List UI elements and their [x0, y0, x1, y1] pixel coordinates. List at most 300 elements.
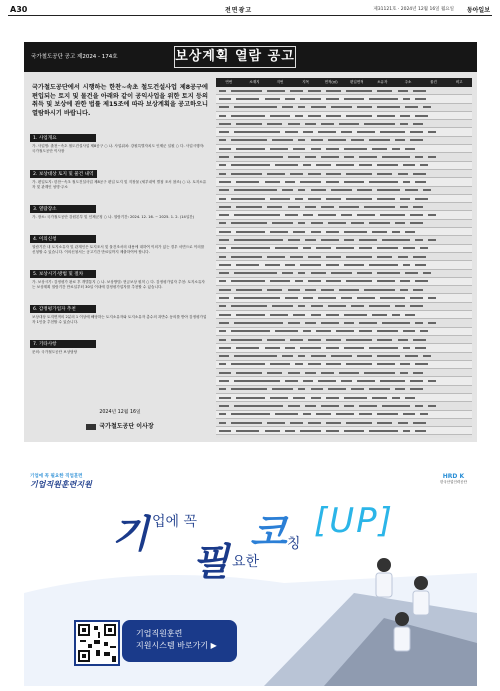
- cell-text-placeholder: [234, 272, 278, 274]
- cell-text-placeholder: [326, 181, 339, 183]
- cell-text-placeholder: [377, 106, 400, 108]
- cell-text-placeholder: [410, 305, 423, 307]
- cell-text-placeholder: [359, 322, 377, 324]
- cell-text-placeholder: [382, 239, 410, 241]
- cell-text-placeholder: [326, 231, 339, 233]
- cell-text-placeholder: [285, 181, 295, 183]
- cell-text-placeholder: [346, 363, 372, 365]
- cell-text-placeholder: [288, 322, 301, 324]
- column-header: 소유자: [377, 80, 388, 84]
- cell-text-placeholder: [295, 280, 303, 282]
- cell-text-placeholder: [231, 413, 269, 415]
- cell-text-placeholder: [415, 430, 425, 432]
- cell-text-placeholder: [357, 355, 372, 357]
- cell-text-placeholder: [344, 314, 367, 316]
- cell-text-placeholder: [236, 289, 262, 291]
- cell-text-placeholder: [234, 322, 283, 324]
- cell-text-placeholder: [326, 173, 341, 175]
- cell-text-placeholder: [415, 198, 428, 200]
- training-badge: [30, 473, 92, 490]
- cell-text-placeholder: [382, 322, 410, 324]
- table-row: [216, 236, 472, 244]
- cell-text-placeholder: [234, 239, 283, 241]
- cell-text-placeholder: [219, 405, 229, 407]
- cell-text-placeholder: [267, 372, 282, 374]
- cell-text-placeholder: [288, 239, 301, 241]
- cell-text-placeholder: [308, 363, 321, 365]
- notice-section: [30, 225, 210, 256]
- cell-text-placeholder: [219, 305, 227, 307]
- cell-text-placeholder: [357, 214, 375, 216]
- cell-text-placeholder: [341, 380, 351, 382]
- cell-text-placeholder: [270, 115, 290, 117]
- training-system-link-button[interactable]: [122, 620, 237, 662]
- cell-text-placeholder: [377, 363, 395, 365]
- cell-text-placeholder: [369, 264, 397, 266]
- cell-text-placeholder: [231, 173, 262, 175]
- cell-text-placeholder: [219, 330, 227, 332]
- cell-text-placeholder: [219, 214, 229, 216]
- cell-text-placeholder: [236, 347, 259, 349]
- table-row: [216, 336, 472, 344]
- cell-text-placeholder: [231, 164, 269, 166]
- cell-text-placeholder: [267, 173, 285, 175]
- cell-text-placeholder: [341, 131, 351, 133]
- compensation-notice: [24, 42, 477, 442]
- cell-text-placeholder: [219, 355, 229, 357]
- cell-text-placeholder: [219, 397, 232, 399]
- cell-text-placeholder: [341, 214, 351, 216]
- cell-text-placeholder: [219, 98, 232, 100]
- cell-text-placeholder: [328, 388, 346, 390]
- notice-section: [30, 124, 210, 155]
- cell-text-placeholder: [413, 372, 423, 374]
- cell-text-placeholder: [219, 388, 227, 390]
- cell-text-placeholder: [298, 388, 306, 390]
- cell-text-placeholder: [219, 339, 227, 341]
- cell-text-placeholder: [305, 405, 315, 407]
- cell-text-placeholder: [305, 206, 315, 208]
- cell-text-placeholder: [346, 198, 372, 200]
- organization-name: 국가철도공단 이사장: [99, 423, 154, 430]
- cell-text-placeholder: [400, 115, 410, 117]
- cell-text-placeholder: [400, 123, 408, 125]
- cell-text-placeholder: [270, 314, 288, 316]
- cell-text-placeholder: [219, 380, 229, 382]
- cell-text-placeholder: [415, 363, 428, 365]
- cell-text-placeholder: [219, 239, 229, 241]
- cell-text-placeholder: [413, 422, 426, 424]
- cell-text-placeholder: [236, 123, 262, 125]
- cell-text-placeholder: [326, 264, 339, 266]
- cell-text-placeholder: [423, 355, 431, 357]
- cell-text-placeholder: [377, 173, 392, 175]
- cell-text-placeholder: [275, 413, 298, 415]
- cell-text-placeholder: [270, 280, 290, 282]
- cell-text-placeholder: [403, 347, 411, 349]
- cell-text-placeholder: [236, 181, 259, 183]
- cell-text-placeholder: [321, 405, 339, 407]
- cell-text-placeholder: [382, 156, 410, 158]
- page-number: A30: [10, 5, 28, 14]
- cell-text-placeholder: [400, 280, 410, 282]
- cell-text-placeholder: [236, 430, 259, 432]
- cell-text-placeholder: [395, 139, 405, 141]
- cell-text-placeholder: [293, 314, 306, 316]
- section-heading: 3. 열람장소: [30, 205, 96, 213]
- cell-text-placeholder: [298, 272, 306, 274]
- cell-text-placeholder: [372, 397, 387, 399]
- cell-text-placeholder: [331, 355, 351, 357]
- cell-text-placeholder: [344, 264, 364, 266]
- cell-text-placeholder: [392, 148, 400, 150]
- cell-text-placeholder: [275, 164, 298, 166]
- table-row: [216, 211, 472, 219]
- table-row: [216, 261, 472, 269]
- cell-text-placeholder: [282, 272, 292, 274]
- column-header: 지목: [302, 80, 309, 84]
- cell-text-placeholder: [219, 173, 227, 175]
- cell-text-placeholder: [346, 115, 372, 117]
- cell-text-placeholder: [326, 314, 339, 316]
- headline-fragment: 요한: [232, 554, 260, 570]
- notice-header-bar: [24, 42, 477, 72]
- cell-text-placeholder: [344, 322, 354, 324]
- cell-text-placeholder: [234, 380, 280, 382]
- cell-text-placeholder: [219, 90, 227, 92]
- table-row: [216, 394, 472, 402]
- column-header: 비고: [455, 80, 463, 84]
- table-row: [216, 311, 472, 319]
- cell-text-placeholder: [308, 339, 321, 341]
- cell-text-placeholder: [298, 189, 306, 191]
- cell-text-placeholder: [364, 206, 395, 208]
- cell-text-placeholder: [219, 231, 232, 233]
- cell-text-placeholder: [410, 139, 423, 141]
- table-row: [216, 411, 472, 419]
- notice-intro: 국가철도공단에서 시행하는 한찬~속초 철도건설사업 제8공구에 편입되는 토지 및 물건을 아래와 같이 공익사업을 위한 토지 등의 취득 및 보상에 관한 법률 제15조에 따라 보상계획을 공고하오니 열람하시기 바랍니다.: [32, 84, 208, 117]
- cell-text-placeholder: [219, 181, 232, 183]
- cell-text-placeholder: [236, 264, 259, 266]
- table-row: [216, 162, 472, 170]
- cell-text-placeholder: [265, 264, 280, 266]
- cell-text-placeholder: [265, 430, 280, 432]
- cell-text-placeholder: [377, 413, 397, 415]
- cell-text-placeholder: [236, 397, 264, 399]
- qr-pattern-icon: [76, 622, 118, 664]
- cell-text-placeholder: [288, 206, 301, 208]
- notice-date: 2024년 12월 16일: [99, 410, 141, 415]
- headline-char: 기: [112, 512, 149, 556]
- cell-text-placeholder: [344, 156, 354, 158]
- cell-text-placeholder: [369, 347, 397, 349]
- cell-text-placeholder: [326, 397, 339, 399]
- cell-text-placeholder: [316, 164, 331, 166]
- cell-text-placeholder: [316, 247, 331, 249]
- table-row: [216, 87, 472, 95]
- cell-text-placeholder: [326, 115, 341, 117]
- cell-text-placeholder: [234, 297, 280, 299]
- cell-text-placeholder: [236, 231, 264, 233]
- table-row: [216, 245, 472, 253]
- table-row: [216, 319, 472, 327]
- cell-text-placeholder: [288, 289, 301, 291]
- table-row: [216, 228, 472, 236]
- cell-text-placeholder: [326, 148, 339, 150]
- cell-text-placeholder: [293, 231, 306, 233]
- cell-text-placeholder: [415, 264, 425, 266]
- cell-text-placeholder: [219, 222, 227, 224]
- cell-text-placeholder: [415, 181, 425, 183]
- cell-text-placeholder: [285, 264, 295, 266]
- cell-text-placeholder: [392, 314, 400, 316]
- table-row: [216, 120, 472, 128]
- cell-text-placeholder: [311, 231, 321, 233]
- cell-text-placeholder: [236, 372, 262, 374]
- cell-text-placeholder: [341, 297, 351, 299]
- cell-text-placeholder: [231, 198, 264, 200]
- cell-text-placeholder: [351, 139, 364, 141]
- cell-text-placeholder: [351, 388, 364, 390]
- cell-text-placeholder: [415, 347, 425, 349]
- headline-fragment: 업에 꼭: [152, 514, 198, 530]
- cell-text-placeholder: [303, 131, 313, 133]
- cell-text-placeholder: [428, 297, 436, 299]
- cell-text-placeholder: [428, 214, 436, 216]
- section-body: 가. 보상시기: 감정평가 완료 후 개별통지 ○ 나. 보상방법: 현금보상 원칙 ○ 다. 감정평가업자 추천: 토지소유자는 보상계획 열람기간 만료일부터 30일 이내에 감정평가업자를 추천할 수 있습니다.: [32, 280, 205, 290]
- cell-text-placeholder: [308, 256, 321, 258]
- cell-text-placeholder: [219, 256, 227, 258]
- cell-text-placeholder: [413, 173, 426, 175]
- logo-name: HRD K: [442, 473, 465, 480]
- cell-text-placeholder: [219, 264, 232, 266]
- cell-text-placeholder: [236, 98, 259, 100]
- table-row: [216, 353, 472, 361]
- cell-text-placeholder: [298, 139, 306, 141]
- notice-title: 보상계획 열람 공고: [174, 46, 296, 68]
- cell-text-placeholder: [410, 380, 423, 382]
- cell-text-placeholder: [270, 198, 290, 200]
- cell-text-placeholder: [219, 422, 227, 424]
- cell-text-placeholder: [231, 90, 262, 92]
- cell-text-placeholder: [331, 106, 351, 108]
- cell-text-placeholder: [234, 405, 283, 407]
- table-row: [216, 344, 472, 352]
- cell-text-placeholder: [326, 98, 339, 100]
- button-line: 지원시스템 바로가기 ▶: [136, 641, 217, 650]
- cell-text-placeholder: [326, 347, 339, 349]
- cell-text-placeholder: [275, 330, 298, 332]
- notice-section: [30, 330, 210, 356]
- cell-text-placeholder: [219, 372, 232, 374]
- cell-text-placeholder: [398, 422, 408, 424]
- cell-text-placeholder: [305, 372, 315, 374]
- cell-text-placeholder: [346, 280, 372, 282]
- header-rule: [8, 15, 492, 16]
- cell-text-placeholder: [331, 272, 351, 274]
- cell-text-placeholder: [219, 363, 227, 365]
- cell-text-placeholder: [219, 430, 232, 432]
- cell-text-placeholder: [311, 189, 326, 191]
- notice-section: [30, 295, 210, 326]
- cell-text-placeholder: [298, 355, 306, 357]
- cell-text-placeholder: [346, 256, 372, 258]
- cell-text-placeholder: [219, 198, 227, 200]
- cell-text-placeholder: [357, 297, 375, 299]
- cell-text-placeholder: [377, 280, 395, 282]
- cell-text-placeholder: [231, 305, 267, 307]
- column-header: 면적(㎡): [324, 80, 338, 84]
- cell-text-placeholder: [293, 397, 306, 399]
- cell-text-placeholder: [275, 247, 298, 249]
- cell-text-placeholder: [359, 239, 377, 241]
- cell-text-placeholder: [270, 397, 288, 399]
- cell-text-placeholder: [298, 305, 306, 307]
- cell-text-placeholder: [265, 181, 280, 183]
- cell-text-placeholder: [321, 322, 339, 324]
- cell-text-placeholder: [326, 430, 339, 432]
- cell-text-placeholder: [369, 222, 389, 224]
- table-row: [216, 278, 472, 286]
- cell-text-placeholder: [377, 272, 400, 274]
- cell-text-placeholder: [303, 330, 311, 332]
- cell-text-placeholder: [392, 397, 400, 399]
- cell-text-placeholder: [321, 123, 334, 125]
- cell-text-placeholder: [326, 90, 341, 92]
- table-row: [216, 170, 472, 178]
- table-row: [216, 286, 472, 294]
- cell-text-placeholder: [328, 222, 346, 224]
- cell-text-placeholder: [318, 131, 336, 133]
- table-row: [216, 328, 472, 336]
- cell-text-placeholder: [403, 330, 416, 332]
- cell-text-placeholder: [339, 123, 359, 125]
- cell-text-placeholder: [298, 106, 306, 108]
- cell-text-placeholder: [308, 173, 321, 175]
- cell-text-placeholder: [270, 148, 288, 150]
- cell-text-placeholder: [326, 339, 341, 341]
- cell-text-placeholder: [285, 131, 298, 133]
- cell-text-placeholder: [231, 222, 267, 224]
- cell-text-placeholder: [415, 156, 423, 158]
- cell-text-placeholder: [359, 405, 377, 407]
- issuing-organization: [30, 421, 210, 430]
- cell-text-placeholder: [377, 330, 397, 332]
- table-row: [216, 112, 472, 120]
- cell-text-placeholder: [303, 380, 313, 382]
- section-body: 보상대상 토지면적의 2분의 1 이상에 해당하는 토지소유자와 토지소유자 총수의 과반수 동의를 받아 감정평가업자 1인을 추천할 수 있습니다.: [32, 315, 207, 325]
- cell-text-placeholder: [403, 181, 411, 183]
- cell-text-placeholder: [377, 422, 392, 424]
- cell-text-placeholder: [423, 106, 431, 108]
- cell-text-placeholder: [400, 289, 408, 291]
- cell-text-placeholder: [377, 339, 392, 341]
- cell-text-placeholder: [344, 98, 364, 100]
- cell-text-placeholder: [285, 430, 295, 432]
- cell-text-placeholder: [308, 198, 321, 200]
- cell-text-placeholder: [400, 372, 408, 374]
- land-register-table: [216, 78, 472, 438]
- cell-text-placeholder: [305, 123, 315, 125]
- cell-text-placeholder: [267, 206, 282, 208]
- section-heading: 6. 감정평가업자 추천: [30, 305, 96, 313]
- cell-text-placeholder: [346, 339, 372, 341]
- cell-text-placeholder: [405, 355, 418, 357]
- section-heading: 4. 이의신청: [30, 235, 96, 243]
- table-row: [216, 104, 472, 112]
- cell-text-placeholder: [344, 148, 367, 150]
- cell-text-placeholder: [305, 322, 315, 324]
- cell-text-placeholder: [359, 164, 372, 166]
- table-row: [216, 303, 472, 311]
- column-header: 연번: [225, 80, 233, 84]
- cell-text-placeholder: [267, 289, 282, 291]
- cell-text-placeholder: [311, 314, 321, 316]
- cell-text-placeholder: [415, 322, 423, 324]
- cell-text-placeholder: [290, 256, 303, 258]
- cell-text-placeholder: [326, 422, 341, 424]
- cell-text-placeholder: [372, 148, 387, 150]
- cell-text-placeholder: [321, 156, 339, 158]
- column-header: 소재지: [249, 80, 260, 84]
- newspaper-header: [0, 0, 500, 22]
- cell-text-placeholder: [357, 189, 372, 191]
- cell-text-placeholder: [321, 372, 334, 374]
- cell-text-placeholder: [369, 388, 389, 390]
- table-row: [216, 220, 472, 228]
- headline-char: 필: [192, 540, 229, 584]
- cell-text-placeholder: [303, 247, 311, 249]
- cell-text-placeholder: [405, 272, 418, 274]
- cell-text-placeholder: [231, 115, 264, 117]
- cell-text-placeholder: [413, 123, 423, 125]
- table-row: [216, 294, 472, 302]
- cell-text-placeholder: [234, 355, 278, 357]
- cell-text-placeholder: [270, 363, 290, 365]
- cell-text-placeholder: [298, 222, 306, 224]
- qr-code[interactable]: [74, 620, 120, 666]
- issue-info: 제31121호 · 2024년 12월 16일 월요일: [373, 7, 454, 12]
- cell-text-placeholder: [357, 131, 375, 133]
- column-header: 지번: [276, 80, 284, 84]
- cell-text-placeholder: [377, 256, 392, 258]
- cell-text-placeholder: [413, 256, 426, 258]
- cell-text-placeholder: [311, 106, 326, 108]
- table-row: [216, 402, 472, 410]
- cell-text-placeholder: [303, 164, 311, 166]
- cell-text-placeholder: [392, 231, 400, 233]
- cell-text-placeholder: [285, 380, 298, 382]
- cell-text-placeholder: [295, 115, 303, 117]
- cell-text-placeholder: [308, 280, 321, 282]
- cell-text-placeholder: [336, 330, 354, 332]
- table-row: [216, 419, 472, 427]
- cell-text-placeholder: [326, 280, 341, 282]
- section-body: 문의: 국가철도공단 보상담당: [32, 350, 78, 355]
- cell-text-placeholder: [231, 363, 264, 365]
- cell-text-placeholder: [346, 173, 372, 175]
- cell-text-placeholder: [346, 422, 372, 424]
- cell-text-placeholder: [339, 206, 359, 208]
- cell-text-placeholder: [372, 231, 387, 233]
- cell-text-placeholder: [219, 123, 232, 125]
- cell-text-placeholder: [380, 214, 406, 216]
- section-label: 전면광고: [225, 7, 253, 14]
- cell-text-placeholder: [305, 289, 315, 291]
- hrdk-logo: [440, 473, 467, 485]
- cell-text-placeholder: [377, 247, 397, 249]
- table-row: [216, 187, 472, 195]
